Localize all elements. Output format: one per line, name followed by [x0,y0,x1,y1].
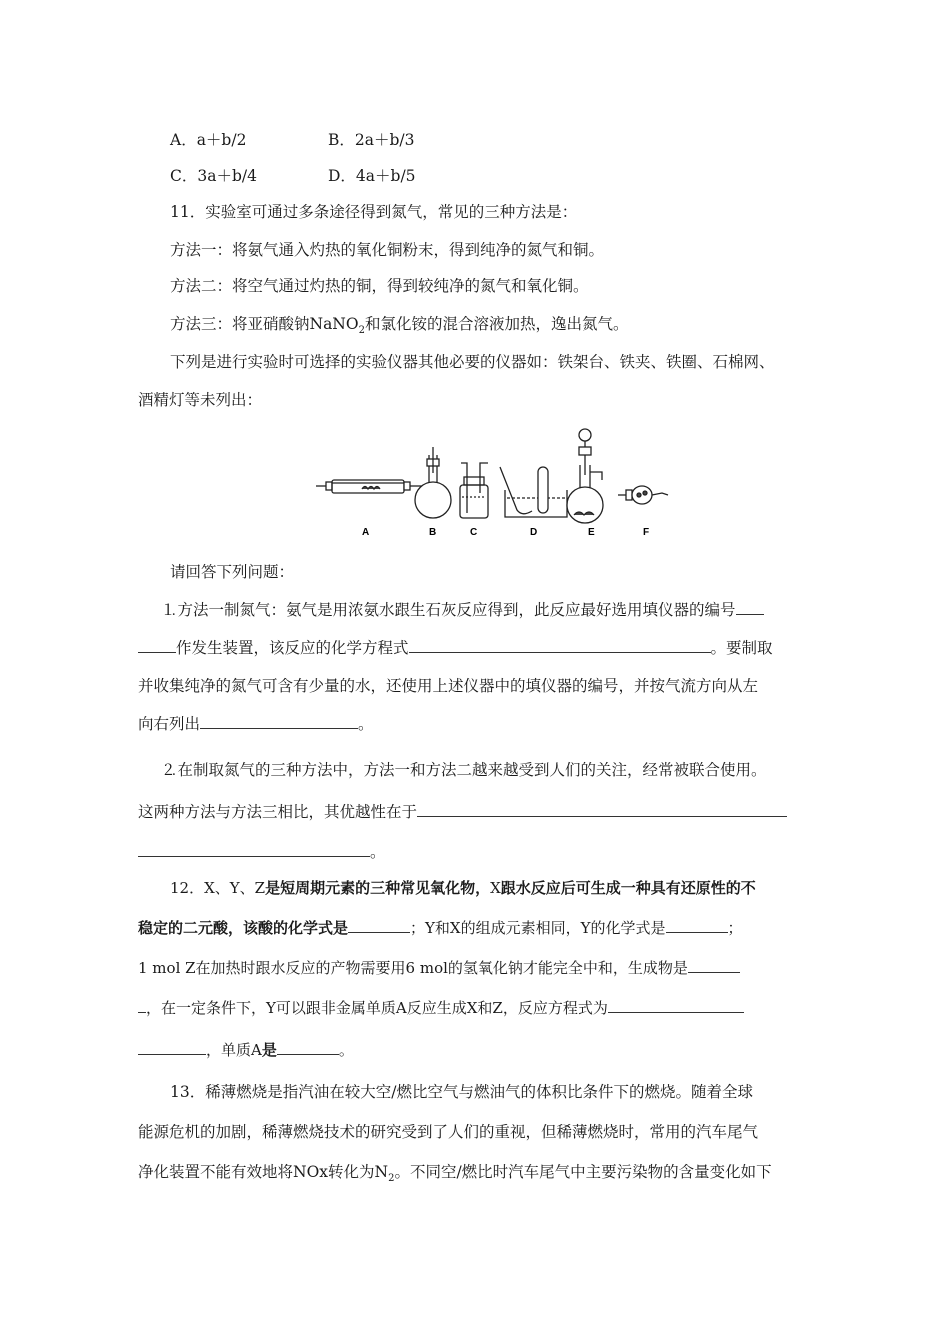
answer-blank-y[interactable] [666,918,728,933]
q11-method1: 方法一：将氨气通入灼热的氧化铜粉末，得到纯净的氮气和铜。 [170,241,605,259]
q13-line1: 13．稀薄燃烧是指汽油在较大空/燃比空气与燃油气的体积比条件下的燃烧。随着全球 [170,1083,753,1101]
answer-blank-product-cont[interactable] [138,998,146,1013]
q12-l5a: ，单质A [206,1041,262,1059]
answer-blank-acid[interactable] [348,918,410,933]
q12-l5b: 是 [261,1041,277,1059]
q13-l3sub: 2 [388,1173,395,1185]
p1-text: ⒈方法一制氮气：氨气是用浓氨水跟生石灰反应得到，此反应最好选用填仪器的编号 [162,601,736,619]
answer-blank-element[interactable] [277,1040,339,1055]
q12-line3 [138,958,740,978]
q12-l2a: 稳定的二元酸，该酸的化学式是 [138,919,349,937]
apparatus-b-flask [415,447,451,518]
answer-blank-advantage-cont[interactable] [138,842,370,857]
q12-l5c: 。 [338,1041,354,1059]
apparatus-f-drying-tube [618,486,668,504]
q11-p2-line1: ⒉在制取氮气的三种方法中，方法一和方法二越来越受到人们的关注，经常被联合使用。 [162,761,767,779]
option-c: C．3a＋b/4 [170,167,257,185]
label-d: D [530,527,538,538]
q13-l3a: 净化装置不能有效地将NOx转化为N [138,1163,389,1181]
q12-line5 [138,1040,354,1060]
method3-prefix: 方法三：将亚硝酸钠NaNO [170,315,359,333]
q11-method3 [170,314,628,341]
p2-line2-text: 这两种方法与方法三相比，其优越性在于 [138,803,418,821]
p1-line2-end: 。要制取 [710,639,773,657]
q11-method2: 方法二：将空气通过灼热的铜，得到较纯净的氮气和氧化铜。 [170,277,589,295]
q11-p2-line2 [138,802,787,822]
option-a: A．a＋b/2 [170,131,247,149]
p2-line3-end: 。 [370,843,386,861]
q12-line2 [138,918,743,938]
label-e: E [588,527,595,538]
q12-l3: 1 mol Z在加热时跟水反应的产物需要用6 mol的氢氧化钠才能完全中和，生成物是 [138,959,688,977]
q11-p2-line3 [138,842,386,862]
answer-blank-device[interactable] [736,600,764,615]
answer-blank-product[interactable] [688,958,740,973]
q13-line3 [138,1162,772,1189]
q11-prompt: 请回答下列问题： [170,563,295,581]
q11-p1-line3: 并收集纯净的氮气可含有少量的水，还使用上述仪器中的填仪器的编号，并按气流方向从左 [138,677,759,695]
method3-suffix: 和氯化铵的混合溶液加热，逸出氮气。 [364,315,629,333]
q12-l2c: ； [727,919,743,937]
q13-l3b: 。不同空/燃比时汽车尾气中主要污染物的含量变化如下 [394,1163,772,1181]
label-a: A [362,527,370,538]
option-b: B．2a＋b/3 [328,131,415,149]
answer-blank-equation2[interactable] [608,998,744,1013]
q11-intro-line2: 酒精灯等未列出： [138,391,263,409]
label-b: B [429,527,437,538]
q12-l1d: 跟水反应后可生成一种具有还原性的不 [500,879,756,897]
apparatus-d-trough [500,467,567,517]
p1-line2-text: 作发生装置，该反应的化学方程式 [176,639,409,657]
apparatus-figure [312,425,672,540]
apparatus-e-flask [567,429,603,523]
label-f: F [643,527,650,538]
q12-line4 [138,998,744,1018]
answer-blank-order[interactable] [200,714,358,729]
p1-line4-end: 。 [358,715,374,733]
option-d: D．4a＋b/5 [328,167,416,185]
q12-l1b: 是短周期元素的三种常见氧化物， [265,879,491,897]
answer-blank-device-cont[interactable] [138,638,176,653]
q12-l4a: ，在一定条件下，Y可以跟非金属单质A反应生成X和Z，反应方程式为 [146,999,608,1017]
q11-stem: 11．实验室可通过多条途径得到氮气，常见的三种方法是： [170,203,578,221]
q11-p1-line1 [162,600,764,620]
q13-line2: 能源危机的加剧，稀薄燃烧技术的研究受到了人们的重视，但稀薄燃烧时，常用的汽车尾气 [138,1123,759,1141]
answer-blank-advantage[interactable] [417,802,787,817]
answer-blank-equation2-cont[interactable] [138,1040,206,1055]
apparatus-c-bottle [460,463,488,518]
p1-line4-text: 向右列出 [138,715,201,733]
label-c: C [470,527,478,538]
method3-sub: 2 [358,325,365,337]
q11-p1-line4 [138,714,374,734]
q12-l1c: X [490,879,501,897]
q12-l2b: ；Y和X的组成元素相同，Y的化学式是 [410,919,666,937]
q12-l1a: 12．X、Y、Z [170,879,266,897]
answer-blank-equation[interactable] [409,638,711,653]
q11-intro-line1: 下列是进行实验时可选择的实验仪器其他必要的仪器如：铁架台、铁夹、铁圈、石棉网、 [170,353,775,371]
q11-p1-line2 [138,638,773,658]
apparatus-a-tube [316,480,422,493]
q12-line1 [170,878,756,898]
